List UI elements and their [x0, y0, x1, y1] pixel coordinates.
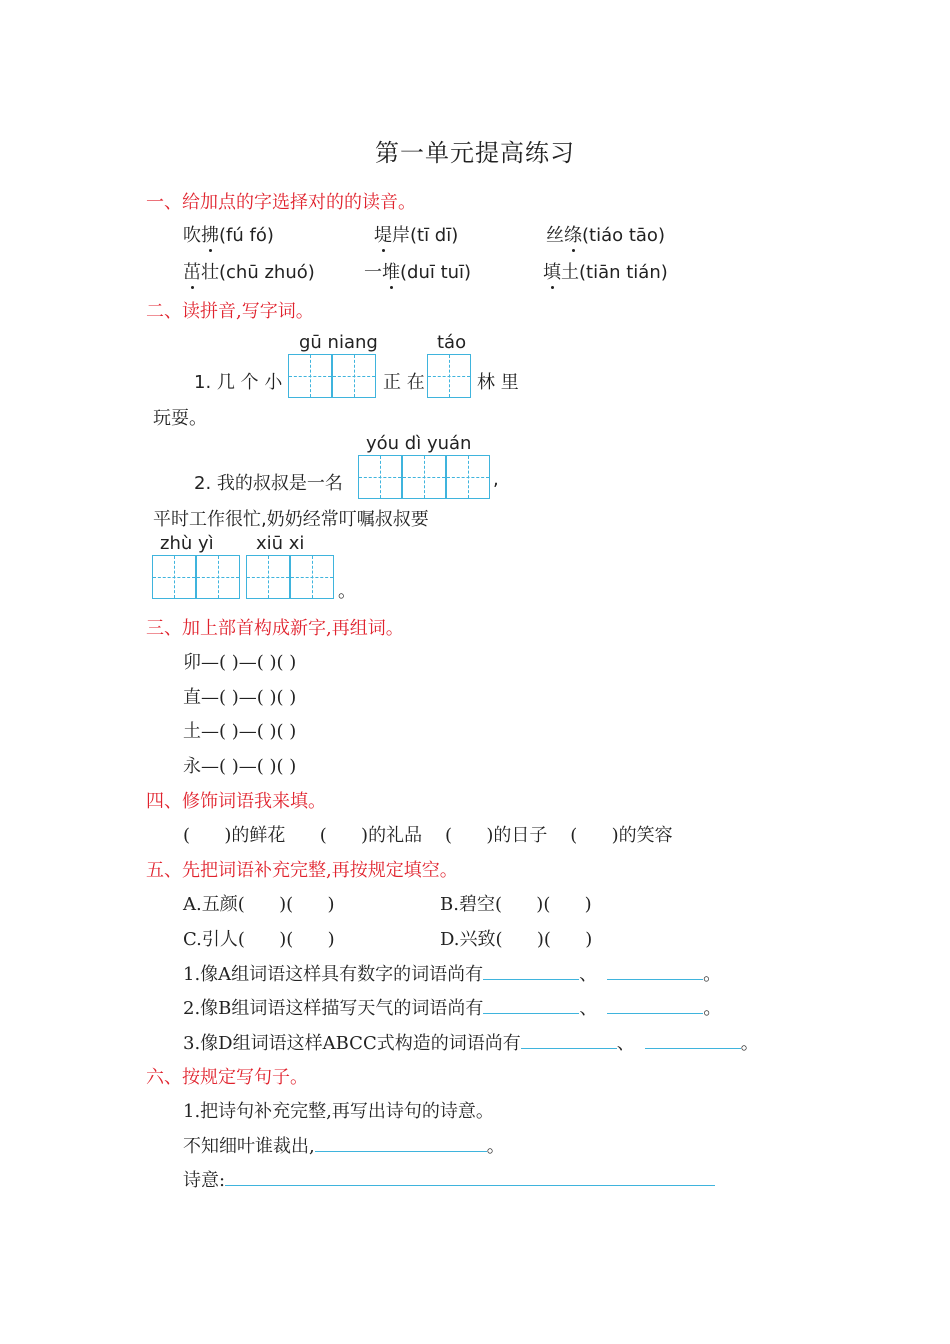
poem-text: 不知细叶谁裁出, — [183, 1136, 315, 1157]
write-box[interactable] — [358, 455, 402, 499]
write-box[interactable] — [152, 555, 196, 599]
blanks[interactable]: —( )—( )( ) — [201, 756, 297, 777]
section-2-heading: 二、读拼音,写字词。 — [146, 301, 314, 322]
item-text: 土 — [561, 262, 579, 283]
pinyin-options[interactable]: (duī tuī) — [400, 262, 472, 283]
pinyin-options[interactable]: (fú fó) — [219, 225, 274, 246]
word-group-d[interactable]: D.兴致( )( ) — [440, 929, 593, 950]
modifier-row[interactable]: ( )的鲜花 ( )的礼品 ( )的日子 ( )的笑容 — [183, 825, 673, 846]
pinyin-label: táo — [437, 332, 467, 353]
poem-line — [183, 1132, 505, 1158]
base-char: 永 — [183, 756, 201, 777]
fill-question-1 — [183, 960, 721, 986]
item-text: 一 — [364, 262, 382, 283]
write-box[interactable] — [427, 354, 471, 398]
question-text: 林 里 — [477, 372, 519, 393]
pinyin-item-1 — [183, 221, 274, 247]
pinyin-item-2 — [374, 221, 458, 247]
word-group-a[interactable]: A.五颜( )( ) — [183, 894, 335, 915]
period: 。 — [703, 964, 722, 985]
write-box[interactable] — [288, 354, 332, 398]
base-char: 土 — [183, 721, 201, 742]
question-text: 1. 几 个 小 — [194, 372, 283, 393]
section-3-heading: 三、加上部首构成新字,再组词。 — [146, 618, 404, 639]
base-char: 直 — [183, 687, 201, 708]
page-title: 第一单元提高练习 — [375, 139, 575, 167]
question-text: , — [493, 469, 499, 490]
item-text: 吹 — [183, 225, 201, 246]
period: 。 — [486, 1136, 505, 1157]
question-text: 1.把诗句补充完整,再写出诗句的诗意。 — [183, 1101, 494, 1122]
question-text: 3.像D组词语这样ABCC式构造的词语尚有 — [183, 1033, 521, 1054]
answer-blank[interactable] — [645, 1030, 741, 1049]
fill-question-3 — [183, 1029, 759, 1055]
blanks[interactable]: —( )—( )( ) — [201, 652, 297, 673]
question-text: 平时工作很忙,奶奶经常叮嘱叔叔要 — [153, 509, 429, 530]
blanks[interactable]: —( )—( )( ) — [201, 687, 297, 708]
separator: 、 — [579, 998, 598, 1019]
write-box[interactable] — [246, 555, 290, 599]
blanks[interactable]: —( )—( )( ) — [201, 721, 297, 742]
answer-blank[interactable] — [483, 961, 579, 980]
period: 。 — [740, 1033, 759, 1054]
question-text: 玩耍。 — [153, 408, 207, 429]
answer-blank[interactable] — [607, 961, 703, 980]
pinyin-label: gū niang — [299, 332, 378, 353]
fill-question-2 — [183, 994, 721, 1020]
write-box[interactable] — [196, 555, 240, 599]
pinyin-options[interactable]: (chū zhuó) — [219, 262, 315, 283]
pinyin-label: yóu dì yuán — [366, 433, 472, 454]
section-5-heading: 五、先把词语补充完整,再按规定填空。 — [146, 860, 458, 881]
write-box[interactable] — [332, 354, 376, 398]
question-text: 1.像A组词语这样具有数字的词语尚有 — [183, 964, 484, 985]
pinyin-options[interactable]: (tiáo tāo) — [582, 225, 665, 246]
word-group-c[interactable]: C.引人( )( ) — [183, 929, 335, 950]
word-group-b[interactable]: B.碧空( )( ) — [440, 894, 592, 915]
separator: 、 — [616, 1033, 635, 1054]
pinyin-options[interactable]: (tiān tián) — [579, 262, 668, 283]
radical-row — [183, 683, 296, 709]
dotted-char: 绦 — [564, 225, 582, 246]
write-box[interactable] — [446, 455, 490, 499]
dotted-char: 堤 — [374, 225, 392, 246]
pinyin-item-5 — [364, 258, 471, 284]
answer-blank[interactable] — [315, 1133, 487, 1152]
radical-row — [183, 648, 296, 674]
radical-row — [183, 717, 296, 743]
item-text: 丝 — [546, 225, 564, 246]
answer-blank[interactable] — [483, 995, 579, 1014]
pinyin-item-3 — [546, 221, 665, 247]
question-text: 。 — [338, 581, 356, 602]
pinyin-item-6 — [543, 258, 668, 284]
period: 。 — [703, 998, 722, 1019]
base-char: 卯 — [183, 652, 201, 673]
answer-blank[interactable] — [521, 1030, 617, 1049]
write-box[interactable] — [290, 555, 334, 599]
answer-blank[interactable] — [607, 995, 703, 1014]
section-1-heading: 一、给加点的字选择对的的读音。 — [146, 192, 416, 213]
dotted-char: 茁 — [183, 262, 201, 283]
item-text: 壮 — [201, 262, 219, 283]
write-box[interactable] — [402, 455, 446, 499]
meaning-line — [183, 1166, 715, 1192]
dotted-char: 拂 — [201, 225, 219, 246]
item-text: 岸 — [392, 225, 410, 246]
meaning-label: 诗意: — [183, 1170, 226, 1191]
answer-blank[interactable] — [225, 1167, 715, 1186]
dotted-char: 堆 — [382, 262, 400, 283]
dotted-char: 填 — [543, 262, 561, 283]
pinyin-label: zhù yì — [160, 533, 214, 554]
question-text: 2. 我的叔叔是一名 — [194, 473, 343, 494]
question-text: 2.像B组词语这样描写天气的词语尚有 — [183, 998, 484, 1019]
pinyin-item-4 — [183, 258, 315, 284]
section-6-heading: 六、按规定写句子。 — [146, 1067, 308, 1088]
radical-row — [183, 752, 296, 778]
separator: 、 — [579, 964, 598, 985]
pinyin-label: xiū xi — [256, 533, 305, 554]
section-4-heading: 四、修饰词语我来填。 — [146, 791, 326, 812]
pinyin-options[interactable]: (tī dī) — [410, 225, 459, 246]
question-text: 正 在 — [383, 372, 425, 393]
